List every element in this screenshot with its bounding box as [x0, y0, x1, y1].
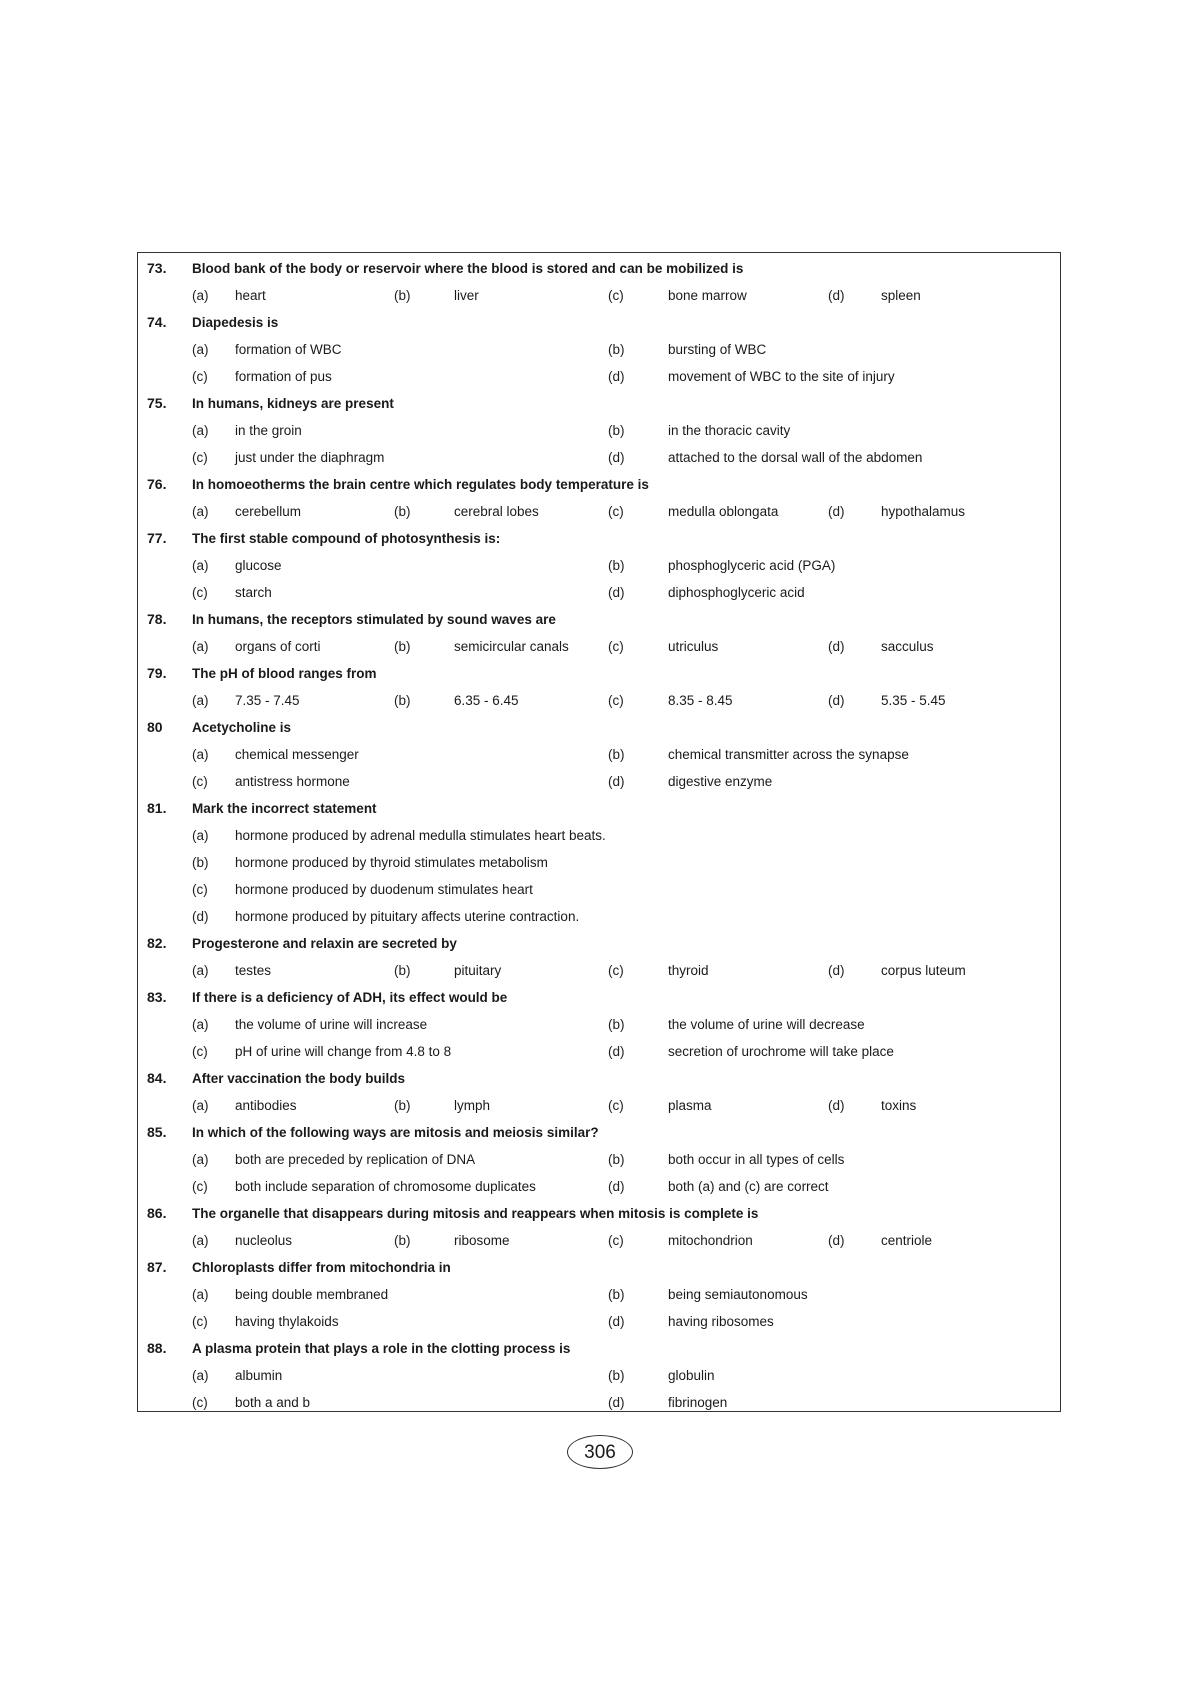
option-label: (b): [192, 855, 209, 870]
question-row: [138, 1119, 1060, 1146]
option-label: (b): [608, 747, 625, 762]
option-text: hormone produced by thyroid stimulates metabolism: [235, 855, 548, 870]
option-label: (c): [608, 963, 624, 978]
option-text: cerebellum: [235, 504, 302, 519]
option-text: corpus luteum: [881, 963, 966, 978]
option-label: (a): [192, 1233, 209, 1248]
question-text: Blood bank of the body or reservoir where the blood is stored and can be mobilized is: [192, 261, 744, 276]
question-text: In humans, kidneys are present: [192, 396, 394, 411]
options-row: [138, 1011, 1060, 1038]
option-row: [138, 849, 1060, 876]
option-label: (c): [608, 1098, 624, 1113]
options-row: [138, 1038, 1060, 1065]
option-text: bone marrow: [668, 288, 747, 303]
option-label: (a): [192, 342, 209, 357]
option-label: (b): [394, 963, 411, 978]
options-row: [138, 363, 1060, 390]
option-text: hormone produced by adrenal medulla stimulates heart beats.: [235, 828, 606, 843]
question-number: 86.: [147, 1205, 167, 1221]
option-text: the volume of urine will increase: [235, 1017, 428, 1032]
question-number: 78.: [147, 611, 167, 627]
question-number: 83.: [147, 989, 167, 1005]
question-row: [138, 309, 1060, 336]
option-text: attached to the dorsal wall of the abdomen: [668, 450, 923, 465]
option-text: toxins: [881, 1098, 917, 1113]
option-label: (d): [828, 1233, 845, 1248]
question-number: 84.: [147, 1070, 167, 1086]
option-text: the volume of urine will decrease: [668, 1017, 865, 1032]
option-text: hypothalamus: [881, 504, 966, 519]
question-number: 88.: [147, 1340, 167, 1356]
options-row: [138, 336, 1060, 363]
option-label: (c): [192, 450, 208, 465]
question-row: [138, 390, 1060, 417]
option-label: (c): [192, 1044, 208, 1059]
options-row: [138, 1227, 1060, 1254]
question-number: 77.: [147, 530, 167, 546]
question-text: Acetycholine is: [192, 720, 292, 735]
option-label: (a): [192, 1152, 209, 1167]
option-label: (d): [828, 504, 845, 519]
option-text: in the groin: [235, 423, 302, 438]
option-text: formation of pus: [235, 369, 332, 384]
option-text: utriculus: [668, 639, 719, 654]
question-row: [138, 795, 1060, 822]
option-text: both a and b: [235, 1395, 311, 1410]
options-row: [138, 1389, 1060, 1416]
options-row: [138, 1281, 1060, 1308]
option-label: (d): [828, 693, 845, 708]
option-text: hormone produced by pituitary affects uterine contraction.: [235, 909, 580, 924]
question-text: In homoeotherms the brain centre which regulates body temperature is: [192, 477, 649, 492]
option-label: (c): [192, 1314, 208, 1329]
option-label: (a): [192, 693, 209, 708]
option-label: (a): [192, 1368, 209, 1383]
question-row: [138, 1335, 1060, 1362]
option-label: (a): [192, 1287, 209, 1302]
question-number: 82.: [147, 935, 167, 951]
question-row: [138, 525, 1060, 552]
question-number: 76.: [147, 476, 167, 492]
question-row: [138, 606, 1060, 633]
option-text: spleen: [881, 288, 921, 303]
options-row: [138, 579, 1060, 606]
question-number: 73.: [147, 260, 167, 276]
options-row: [138, 957, 1060, 984]
question-row: [138, 1254, 1060, 1281]
option-label: (d): [608, 1179, 625, 1194]
option-label: (a): [192, 558, 209, 573]
option-text: both include separation of chromosome duplicates: [235, 1179, 536, 1194]
option-text: antibodies: [235, 1098, 297, 1113]
question-row: [138, 1200, 1060, 1227]
option-text: cerebral lobes: [454, 504, 539, 519]
option-label: (a): [192, 423, 209, 438]
option-text: semicircular canals: [454, 639, 569, 654]
option-label: (a): [192, 828, 209, 843]
option-label: (d): [608, 774, 625, 789]
option-text: sacculus: [881, 639, 934, 654]
option-row: [138, 876, 1060, 903]
option-text: liver: [454, 288, 479, 303]
option-text: globulin: [668, 1368, 715, 1383]
question-row: [138, 255, 1060, 282]
options-row: [138, 444, 1060, 471]
option-label: (b): [394, 1233, 411, 1248]
option-text: 7.35 - 7.45: [235, 693, 300, 708]
option-label: (b): [608, 558, 625, 573]
option-text: plasma: [668, 1098, 712, 1113]
question-text: Chloroplasts differ from mitochondria in: [192, 1260, 451, 1275]
option-text: starch: [235, 585, 272, 600]
option-label: (b): [394, 1098, 411, 1113]
options-row: [138, 1173, 1060, 1200]
question-row: [138, 1065, 1060, 1092]
option-text: both are preceded by replication of DNA: [235, 1152, 476, 1167]
options-row: [138, 1092, 1060, 1119]
question-text: If there is a deficiency of ADH, its effect would be: [192, 990, 508, 1005]
option-text: diphosphoglyceric acid: [668, 585, 805, 600]
option-text: testes: [235, 963, 272, 978]
option-text: phosphoglyceric acid (PGA): [668, 558, 836, 573]
question-number: 85.: [147, 1124, 167, 1140]
option-text: bursting of WBC: [668, 342, 767, 357]
option-label: (a): [192, 639, 209, 654]
question-text: Diapedesis is: [192, 315, 279, 330]
question-row: [138, 930, 1060, 957]
question-row: [138, 471, 1060, 498]
option-text: centriole: [881, 1233, 933, 1248]
option-label: (a): [192, 963, 209, 978]
option-label: (d): [828, 288, 845, 303]
option-label: (c): [192, 882, 208, 897]
option-text: both (a) and (c) are correct: [668, 1179, 829, 1194]
option-label: (b): [608, 1152, 625, 1167]
option-text: organs of corti: [235, 639, 321, 654]
option-text: fibrinogen: [668, 1395, 728, 1410]
question-row: [138, 714, 1060, 741]
option-label: (d): [608, 1314, 625, 1329]
option-label: (c): [608, 288, 624, 303]
question-row: [138, 984, 1060, 1011]
question-number: 81.: [147, 800, 167, 816]
option-label: (d): [828, 639, 845, 654]
option-label: (b): [394, 288, 411, 303]
option-text: heart: [235, 288, 266, 303]
option-text: having ribosomes: [668, 1314, 774, 1329]
option-label: (a): [192, 288, 209, 303]
option-label: (c): [192, 1179, 208, 1194]
option-text: being semiautonomous: [668, 1287, 808, 1302]
option-text: secretion of urochrome will take place: [668, 1044, 894, 1059]
option-label: (d): [608, 1044, 625, 1059]
option-label: (c): [192, 1395, 208, 1410]
option-label: (b): [608, 423, 625, 438]
option-label: (c): [192, 369, 208, 384]
option-text: being double membraned: [235, 1287, 389, 1302]
option-label: (a): [192, 1098, 209, 1113]
option-text: mitochondrion: [668, 1233, 753, 1248]
option-label: (b): [608, 1017, 625, 1032]
option-text: digestive enzyme: [668, 774, 773, 789]
options-row: [138, 633, 1060, 660]
options-row: [138, 498, 1060, 525]
option-text: thyroid: [668, 963, 709, 978]
options-row: [138, 1362, 1060, 1389]
question-number: 80: [147, 719, 163, 735]
option-label: (b): [394, 639, 411, 654]
options-row: [138, 1308, 1060, 1335]
options-row: [138, 687, 1060, 714]
question-number: 74.: [147, 314, 167, 330]
option-text: antistress hormone: [235, 774, 350, 789]
option-label: (b): [394, 504, 411, 519]
option-label: (b): [608, 342, 625, 357]
option-label: (d): [828, 963, 845, 978]
question-row: [138, 660, 1060, 687]
option-text: pH of urine will change from 4.8 to 8: [235, 1044, 452, 1059]
option-text: in the thoracic cavity: [668, 423, 791, 438]
option-text: chemical messenger: [235, 747, 359, 762]
option-text: glucose: [235, 558, 282, 573]
option-text: 6.35 - 6.45: [454, 693, 519, 708]
option-label: (a): [192, 504, 209, 519]
question-text: The first stable compound of photosynthesis is:: [192, 531, 501, 546]
options-row: [138, 282, 1060, 309]
option-text: nucleolus: [235, 1233, 293, 1248]
question-number: 87.: [147, 1259, 167, 1275]
option-label: (a): [192, 1017, 209, 1032]
option-label: (d): [608, 585, 625, 600]
option-label: (b): [608, 1287, 625, 1302]
question-text: Progesterone and relaxin are secreted by: [192, 936, 457, 951]
option-label: (d): [192, 909, 209, 924]
question-text: In humans, the receptors stimulated by sound waves are: [192, 612, 556, 627]
option-text: having thylakoids: [235, 1314, 339, 1329]
option-label: (c): [192, 774, 208, 789]
options-row: [138, 741, 1060, 768]
option-text: medulla oblongata: [668, 504, 779, 519]
option-label: (c): [608, 1233, 624, 1248]
option-label: (d): [608, 450, 625, 465]
options-row: [138, 552, 1060, 579]
options-row: [138, 417, 1060, 444]
question-text: In which of the following ways are mitosis and meiosis similar?: [192, 1125, 599, 1140]
question-text: Mark the incorrect statement: [192, 801, 377, 816]
option-text: movement of WBC to the site of injury: [668, 369, 895, 384]
option-row: [138, 903, 1060, 930]
option-label: (c): [608, 639, 624, 654]
question-text: A plasma protein that plays a role in the clotting process is: [192, 1341, 571, 1356]
option-row: [138, 822, 1060, 849]
option-text: 5.35 - 5.45: [881, 693, 946, 708]
option-text: albumin: [235, 1368, 283, 1383]
question-number: 75.: [147, 395, 167, 411]
option-text: chemical transmitter across the synapse: [668, 747, 909, 762]
option-text: 8.35 - 8.45: [668, 693, 733, 708]
option-label: (b): [394, 693, 411, 708]
question-text: After vaccination the body builds: [192, 1071, 406, 1086]
option-label: (d): [828, 1098, 845, 1113]
option-label: (c): [608, 504, 624, 519]
option-text: ribosome: [454, 1233, 510, 1248]
question-number: 79.: [147, 665, 167, 681]
option-label: (d): [608, 369, 625, 384]
option-text: just under the diaphragm: [235, 450, 385, 465]
option-label: (b): [608, 1368, 625, 1383]
option-label: (c): [192, 585, 208, 600]
option-text: hormone produced by duodenum stimulates heart: [235, 882, 533, 897]
question-text: The pH of blood ranges from: [192, 666, 377, 681]
question-text: The organelle that disappears during mitosis and reappears when mitosis is complete is: [192, 1206, 759, 1221]
question-box: [137, 252, 1061, 1412]
options-row: [138, 1146, 1060, 1173]
options-row: [138, 768, 1060, 795]
option-text: pituitary: [454, 963, 502, 978]
page-number: 306: [567, 1435, 633, 1469]
option-text: lymph: [454, 1098, 491, 1113]
option-text: both occur in all types of cells: [668, 1152, 845, 1167]
option-label: (d): [608, 1395, 625, 1410]
option-text: formation of WBC: [235, 342, 342, 357]
option-label: (c): [608, 693, 624, 708]
option-label: (a): [192, 747, 209, 762]
